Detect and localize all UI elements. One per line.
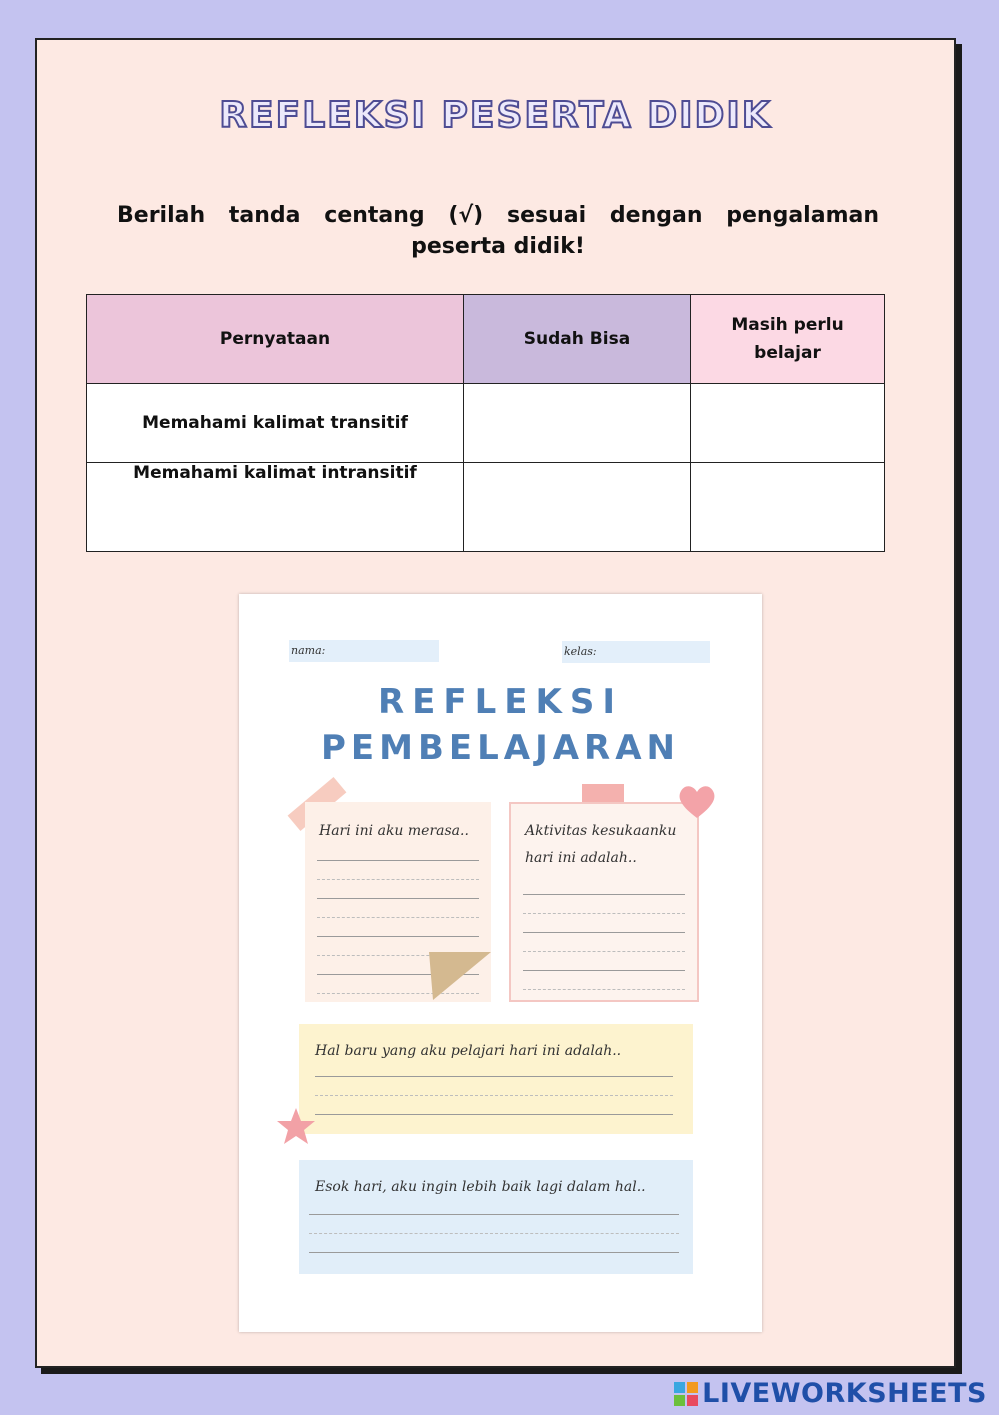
note-favorite-activity xyxy=(509,802,699,1002)
name-field: nama: xyxy=(289,640,439,662)
instruction-text: Berilah tanda centang (√) sesuai dengan pengalaman peserta didik! xyxy=(117,203,879,259)
table-row xyxy=(87,384,885,463)
header-statement: Pernyataan xyxy=(87,295,464,384)
note-feeling xyxy=(305,802,491,1002)
table-header-row xyxy=(87,295,885,384)
check-cell-learn-1[interactable] xyxy=(691,384,885,463)
writing-lines xyxy=(315,1058,673,1115)
check-cell-done-2[interactable] xyxy=(464,463,691,552)
heart-icon xyxy=(677,782,717,820)
check-cell-learn-2[interactable] xyxy=(691,463,885,552)
note-favorite-activity-text: Aktivitas kesukaanku hari ini adalah.. xyxy=(525,823,677,866)
worksheet-page xyxy=(35,38,956,1368)
writing-lines xyxy=(523,876,685,990)
note-feeling-text: Hari ini aku merasa.. xyxy=(319,823,469,839)
reflection-table xyxy=(86,294,885,552)
header-done: Sudah Bisa xyxy=(464,295,691,384)
worksheet-title-line1: REFLEKSI xyxy=(377,682,623,722)
check-cell-done-1[interactable] xyxy=(464,384,691,463)
class-field: kelas: xyxy=(562,641,710,663)
statement-cell: Memahami kalimat intransitif xyxy=(87,463,464,552)
writing-lines xyxy=(309,1196,679,1253)
note-new-learning-text: Hal baru yang aku pelajari hari ini adalah.. xyxy=(315,1043,622,1059)
liveworksheets-logo xyxy=(674,1378,987,1409)
worksheet-title-line2: PEMBELAJARAN xyxy=(320,728,680,768)
star-icon xyxy=(275,1106,317,1146)
note-improvement-text: Esok hari, aku ingin lebih baik lagi dalam hal.. xyxy=(315,1179,646,1195)
header-still-learning: Masih perlu belajar xyxy=(691,295,885,384)
table-row xyxy=(87,463,885,552)
reflection-worksheet-image xyxy=(239,594,762,1332)
statement-cell: Memahami kalimat transitif xyxy=(87,384,464,463)
note-new-learning xyxy=(299,1024,693,1134)
page-title: REFLEKSI PESERTA DIDIK xyxy=(219,95,772,136)
note-improvement xyxy=(299,1160,693,1274)
page-curl-decoration xyxy=(429,950,491,1002)
logo-icon xyxy=(674,1382,698,1406)
logo-text: LIVEWORKSHEETS xyxy=(702,1378,987,1409)
